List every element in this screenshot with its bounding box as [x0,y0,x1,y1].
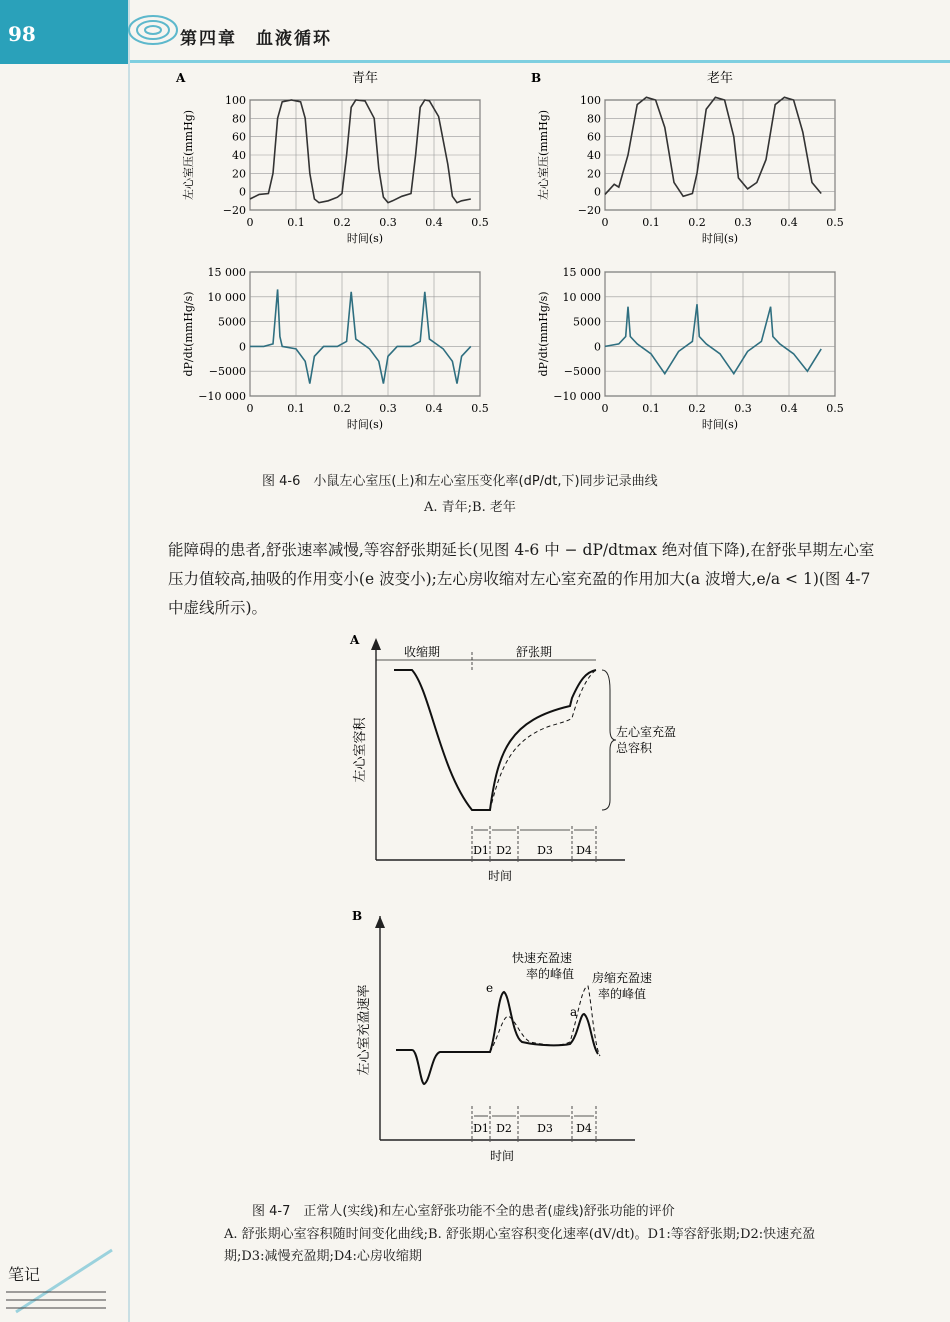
impaired-volume-curve [490,670,596,810]
phase-label: D2 [496,844,512,857]
x-tick-label: 0 [246,402,254,415]
figure-4-7-panel-b [352,909,652,1163]
y-tick-label: 5000 [573,315,601,329]
y-tick-label: 60 [232,130,246,144]
page-number: 98 [8,22,36,46]
chapter-swirl-icon [125,8,181,52]
x-tick-label: 0.4 [780,402,798,415]
panel-title: 老年 [706,71,734,86]
diastole-label: 舒张期 [515,645,553,659]
y-tick-label: 0 [594,340,601,354]
y-tick-label: 40 [587,149,601,162]
x-tick-label: 0.2 [688,216,706,229]
x-tick-label: 0.3 [379,216,397,229]
figure-4-7-panel-a [349,633,676,883]
y-tick-label: 100 [580,94,601,107]
x-tick-label: 0.5 [471,402,489,415]
x-axis-label: 时间(s) [346,232,384,245]
panel-title: 青年 [351,71,379,86]
y-tick-label: 15 000 [207,266,246,279]
chart-panel-3 [537,266,844,431]
e-peak-annotation: 快速充盈速 [512,951,573,965]
panel-letter: A [350,633,360,647]
y-tick-label: 5000 [218,315,246,329]
x-tick-label: 0 [246,216,254,229]
y-tick-label: −20 [577,204,601,217]
a-peak-annotation-line2: 率的峰值 [598,987,647,1001]
x-tick-label: 0.1 [287,216,305,229]
chart-panel-1 [531,70,844,245]
e-wave-label: e [486,981,494,995]
x-tick-label: 0.4 [425,216,443,229]
x-tick-label: 0.2 [333,216,351,229]
body-paragraph: 能障碍的患者,舒张速率减慢,等容舒张期延长(见图 4-6 中 − dP/dtmax 绝对值下降),在舒张早期左心室压力值较高,抽吸的作用变小(e 波变小);左心房收缩对左心室充盈的作用加大(a 波增大,e/a < 1)(图 4-7 中虚线所示)。 [168,541,875,617]
x-axis-label: 时间(s) [701,232,739,245]
y-tick-label: 0 [594,185,601,199]
figure-4-7 [340,630,740,1170]
x-tick-label: 0.2 [333,402,351,415]
bracket-label-line2: 总容积 [616,741,653,755]
x-tick-label: 0.3 [734,402,752,415]
x-tick-label: 0 [601,402,609,415]
y-tick-label: −10 000 [198,390,246,403]
y-tick-label: 10 000 [562,290,601,304]
phase-label: D4 [576,1122,592,1135]
x-tick-label: 0.1 [642,402,660,415]
x-tick-label: 0.3 [379,402,397,415]
y-axis-arrow-icon [375,916,385,928]
y-tick-label: 100 [225,94,246,107]
brace-icon [602,670,616,810]
y-axis-label: 左心室充盈速率 [357,984,372,1076]
figure-4-7-caption: 图 4-7 正常人(实线)和左心室舒张功能不全的患者(虚线)舒张功能的评价 [252,1204,675,1219]
panel-letter: B [352,909,363,923]
x-tick-label: 0.2 [688,402,706,415]
y-tick-label: 20 [232,167,246,181]
x-tick-label: 0 [601,216,609,229]
x-axis-label: 时间(s) [701,418,739,431]
chart-panel-2 [182,266,489,431]
pen-icon [6,1246,116,1316]
phase-label: D2 [496,1122,512,1135]
y-tick-label: 80 [587,112,601,126]
y-tick-label: 10 000 [207,290,246,304]
y-tick-label: 0 [239,340,246,354]
x-axis-label: 时间(s) [346,418,384,431]
a-wave-label: a [570,1005,578,1019]
y-axis-label: dP/dt(mmHg/s) [537,291,550,377]
y-tick-label: 40 [232,149,246,162]
x-tick-label: 0.5 [826,402,844,415]
panel-letter: B [531,71,542,85]
margin-rule [128,0,130,1322]
y-tick-label: 0 [239,185,246,199]
y-tick-label: 80 [232,112,246,126]
y-axis-label: dP/dt(mmHg/s) [182,291,195,377]
figure-4-6 [150,66,870,466]
x-axis-label: 时间 [487,869,513,883]
bracket-label: 左心室充盈 [616,725,677,739]
plot-frame [250,272,480,396]
a-peak-annotation: 房缩充盈速 [592,971,653,985]
figure-4-6-subcaption: A. 青年;B. 老年 [424,500,516,515]
phase-label: D1 [473,1122,489,1135]
systole-label: 收缩期 [403,645,441,659]
y-tick-label: −10 000 [553,390,601,403]
x-tick-label: 0.4 [780,216,798,229]
margin-note-label: 笔记 [8,1265,41,1284]
y-tick-label: −20 [222,204,246,217]
figure-4-6-caption: 图 4-6 小鼠左心室压(上)和左心室压变化率(dP/dt,下)同步记录曲线 [262,474,658,489]
figure-4-7-subcaption: A. 舒张期心室容积随时间变化曲线;B. 舒张期心室容积变化速率(dV/dt)。D1:等容舒张期;D2:快速充盈期;D3:减慢充盈期;D4:心房收缩期 [224,1227,816,1264]
chapter-title: 第四章 血液循环 [180,29,332,49]
y-axis-arrow-icon [371,638,381,650]
series-line [250,289,471,383]
y-tick-label: 15 000 [562,266,601,279]
x-tick-label: 0.1 [642,216,660,229]
y-axis-label: 左心室压(mmHg) [182,109,195,201]
x-tick-label: 0.5 [826,216,844,229]
phase-label: D3 [537,844,553,857]
phase-label: D1 [473,844,489,857]
x-tick-label: 0.4 [425,402,443,415]
y-tick-label: 60 [587,130,601,144]
header-rule [130,60,950,63]
normal-volume-curve [394,670,596,810]
e-peak-annotation-line2: 率的峰值 [526,967,575,981]
x-tick-label: 0.3 [734,216,752,229]
y-tick-label: 20 [587,167,601,181]
plot-frame [605,272,835,396]
phase-label: D3 [537,1122,553,1135]
y-tick-label: −5000 [563,365,601,379]
normal-rate-curve [396,992,598,1084]
series-line [250,100,471,203]
x-tick-label: 0.5 [471,216,489,229]
y-axis-label: 左心室容积 [353,717,368,783]
y-axis-label: 左心室压(mmHg) [537,109,550,201]
x-tick-label: 0.1 [287,402,305,415]
panel-letter: A [176,71,186,85]
phase-label: D4 [576,844,592,857]
x-axis-label: 时间 [489,1149,515,1163]
chart-panel-0 [175,70,489,245]
y-tick-label: −5000 [208,365,246,379]
